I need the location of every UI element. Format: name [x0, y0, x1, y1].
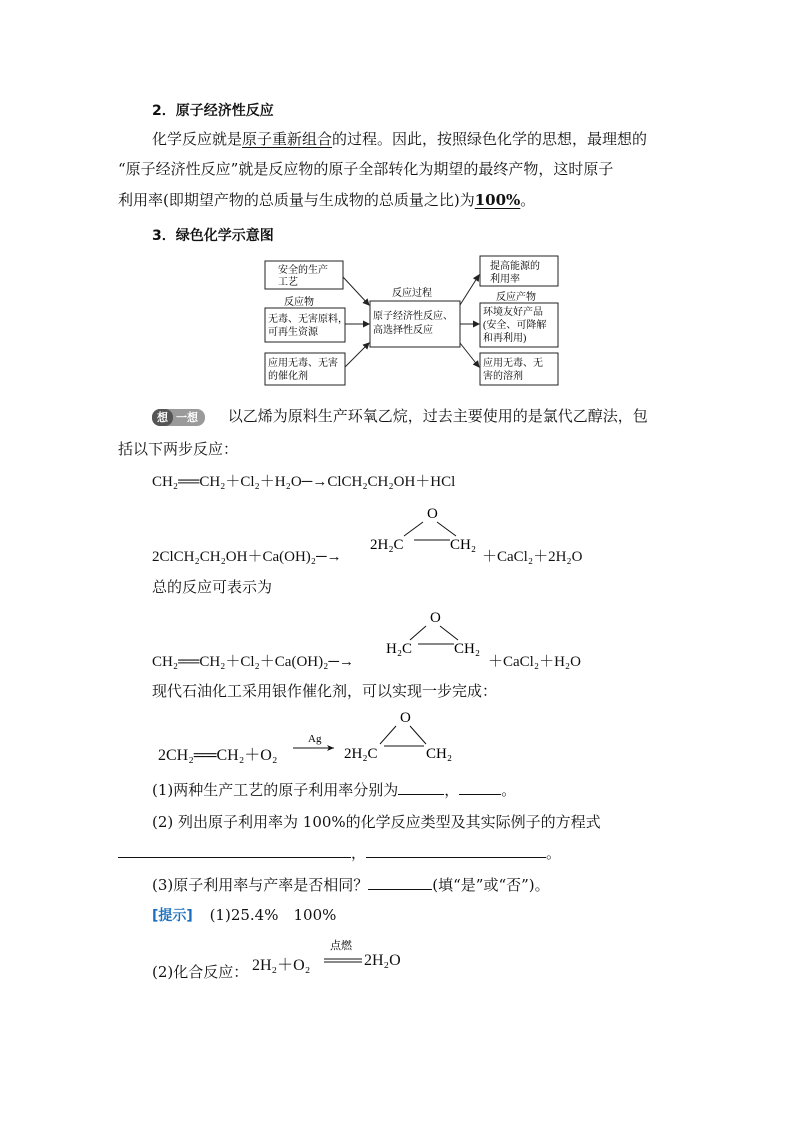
epoxide-right-carbon: CH₂: [450, 537, 477, 553]
underlined-answer: 100%: [474, 191, 521, 209]
epoxide-structure-2: [366, 502, 486, 562]
green-chemistry-diagram: [262, 253, 562, 388]
equation-2-right: ＋CaCl₂＋2H₂O: [482, 549, 583, 565]
section2-heading: 2．原子经济性反应: [152, 103, 274, 119]
answer-blank-2a[interactable]: [118, 843, 351, 858]
epoxide-right-carbon: CH₂: [426, 746, 453, 762]
label-products: 反应产物: [496, 292, 536, 303]
text-run: 的过程。因此，按照绿色化学的思想，最理想的: [332, 130, 648, 148]
answer-blank-1b[interactable]: [459, 780, 501, 795]
hint-line1: [152, 905, 336, 926]
epoxide-oxygen: O: [430, 610, 441, 626]
hint-equation-left: 2H₂＋O₂: [252, 957, 311, 974]
arrow-catalyst-to-center: [345, 343, 369, 367]
epoxide-structure-4: [340, 706, 460, 766]
box-safe-line1: 安全的生产: [278, 265, 328, 276]
box-catalyst-line2: 的催化剂: [268, 371, 308, 382]
ag-arrow: [290, 730, 340, 758]
underlined-term: 原子重新组合: [242, 130, 333, 148]
question-2-blanks: [118, 843, 561, 863]
answer-blank-3[interactable]: [368, 875, 432, 890]
think-text: 以乙烯为原料生产环氧乙烷，过去主要使用的是氯代乙醇法，包: [227, 407, 648, 425]
text-run: ，: [351, 844, 367, 862]
epoxide-left-carbon: 2H₂C: [370, 537, 404, 553]
box-raw-line1: 无毒、无害原料，: [268, 314, 348, 325]
box-solvent-line1: 应用无毒、无: [483, 358, 543, 369]
question-1: [152, 780, 516, 800]
think-badge: [152, 409, 205, 426]
text-run: 。: [520, 191, 536, 209]
epoxide-oxygen: O: [400, 710, 411, 726]
section2-paragraph-line1: [152, 129, 647, 149]
box-raw-line2: 可再生资源: [268, 327, 318, 338]
section2-paragraph-line2: “原子经济性反应”就是反应物的原子全部转化为期望的最终产物，这时原子: [118, 160, 614, 178]
think-badge-first: 想: [152, 409, 173, 426]
text-run: 。: [546, 844, 562, 862]
section3-heading: 3．绿色化学示意图: [152, 228, 274, 244]
equation-2-left: 2ClCH₂CH₂OH＋Ca(OH)₂─→: [152, 549, 342, 565]
hint-answer-2-label: (2)化合反应：: [152, 963, 249, 981]
hint-equation-right: 2H₂O: [364, 952, 401, 969]
arrow-center-to-solvent: [460, 343, 479, 367]
text-run: ，: [444, 781, 460, 799]
question-1-text: (1)两种生产工艺的原子利用率分别为: [152, 781, 399, 799]
arrow-center-to-energy: [460, 275, 479, 305]
catalyst-label: Ag: [308, 733, 322, 745]
box-product-line3: 和再利用): [483, 333, 527, 344]
think-line1: [152, 406, 648, 426]
box-safe-line2: 工艺: [278, 277, 298, 288]
answer-blank-2b[interactable]: [366, 843, 546, 858]
condition-label: 点燃: [330, 940, 352, 952]
question-3-text: (3)原子利用率与产率是否相同？: [152, 876, 369, 894]
question-2: (2) 列出原子利用率为 100%的化学反应类型及其实际例子的方程式: [152, 813, 601, 831]
section2-paragraph-line3: [118, 190, 535, 210]
hint-answer-1: (1)25.4% 100%: [209, 906, 337, 924]
text-run: 。: [501, 781, 517, 799]
box-energy-line2: 利用率: [490, 274, 520, 285]
box-solvent-line2: 害的溶剂: [483, 371, 523, 382]
equation-1: CH₂══CH₂＋Cl₂＋H₂O─→ClCH₂CH₂OH＋HCl: [152, 474, 456, 490]
epoxide-oxygen: O: [427, 506, 438, 522]
total-reaction-label: 总的反应可表示为: [152, 578, 273, 596]
question-3: [152, 875, 550, 895]
box-center-reaction: [370, 301, 460, 347]
text-run: (填“是”或“否”)。: [432, 876, 550, 894]
think-line2: 括以下两步反应：: [118, 440, 239, 458]
modern-process-text: 现代石油化工采用银作催化剂，可以实现一步完成：: [152, 682, 498, 700]
text-run: 化学反应就是: [152, 130, 243, 148]
equation-3-left: CH₂══CH₂＋Cl₂＋Ca(OH)₂─→: [152, 654, 354, 670]
epoxide-left-carbon: 2H₂C: [344, 746, 378, 762]
answer-blank-1a[interactable]: [398, 780, 444, 795]
epoxide-left-carbon: H₂C: [386, 641, 413, 657]
equation-3-right: ＋CaCl₂＋H₂O: [488, 654, 581, 670]
box-product-line2: (安全、可降解: [483, 320, 547, 331]
box-center-line2: 高选择性反应: [373, 325, 433, 336]
think-badge-rest: 一想: [176, 411, 198, 424]
epoxide-structure-3: [384, 606, 494, 666]
arrow-safe-to-center: [343, 277, 369, 305]
hint-label: [提示]: [152, 908, 193, 924]
epoxide-right-carbon: CH₂: [454, 641, 481, 657]
box-catalyst-line1: 应用无毒、无害: [268, 358, 338, 369]
ignition-condition: [322, 937, 364, 971]
label-reactants: 反应物: [284, 297, 314, 308]
box-energy-line1: 提高能源的: [490, 261, 540, 272]
text-run: 利用率(即期望产物的总质量与生成物的总质量之比)为: [118, 191, 475, 209]
label-process: 反应过程: [392, 288, 432, 299]
box-center-line1: 原子经济性反应、: [373, 311, 453, 322]
equation-4-left: 2CH₂══CH₂＋O₂: [158, 747, 278, 764]
box-product-line1: 环境友好产品: [483, 307, 543, 318]
